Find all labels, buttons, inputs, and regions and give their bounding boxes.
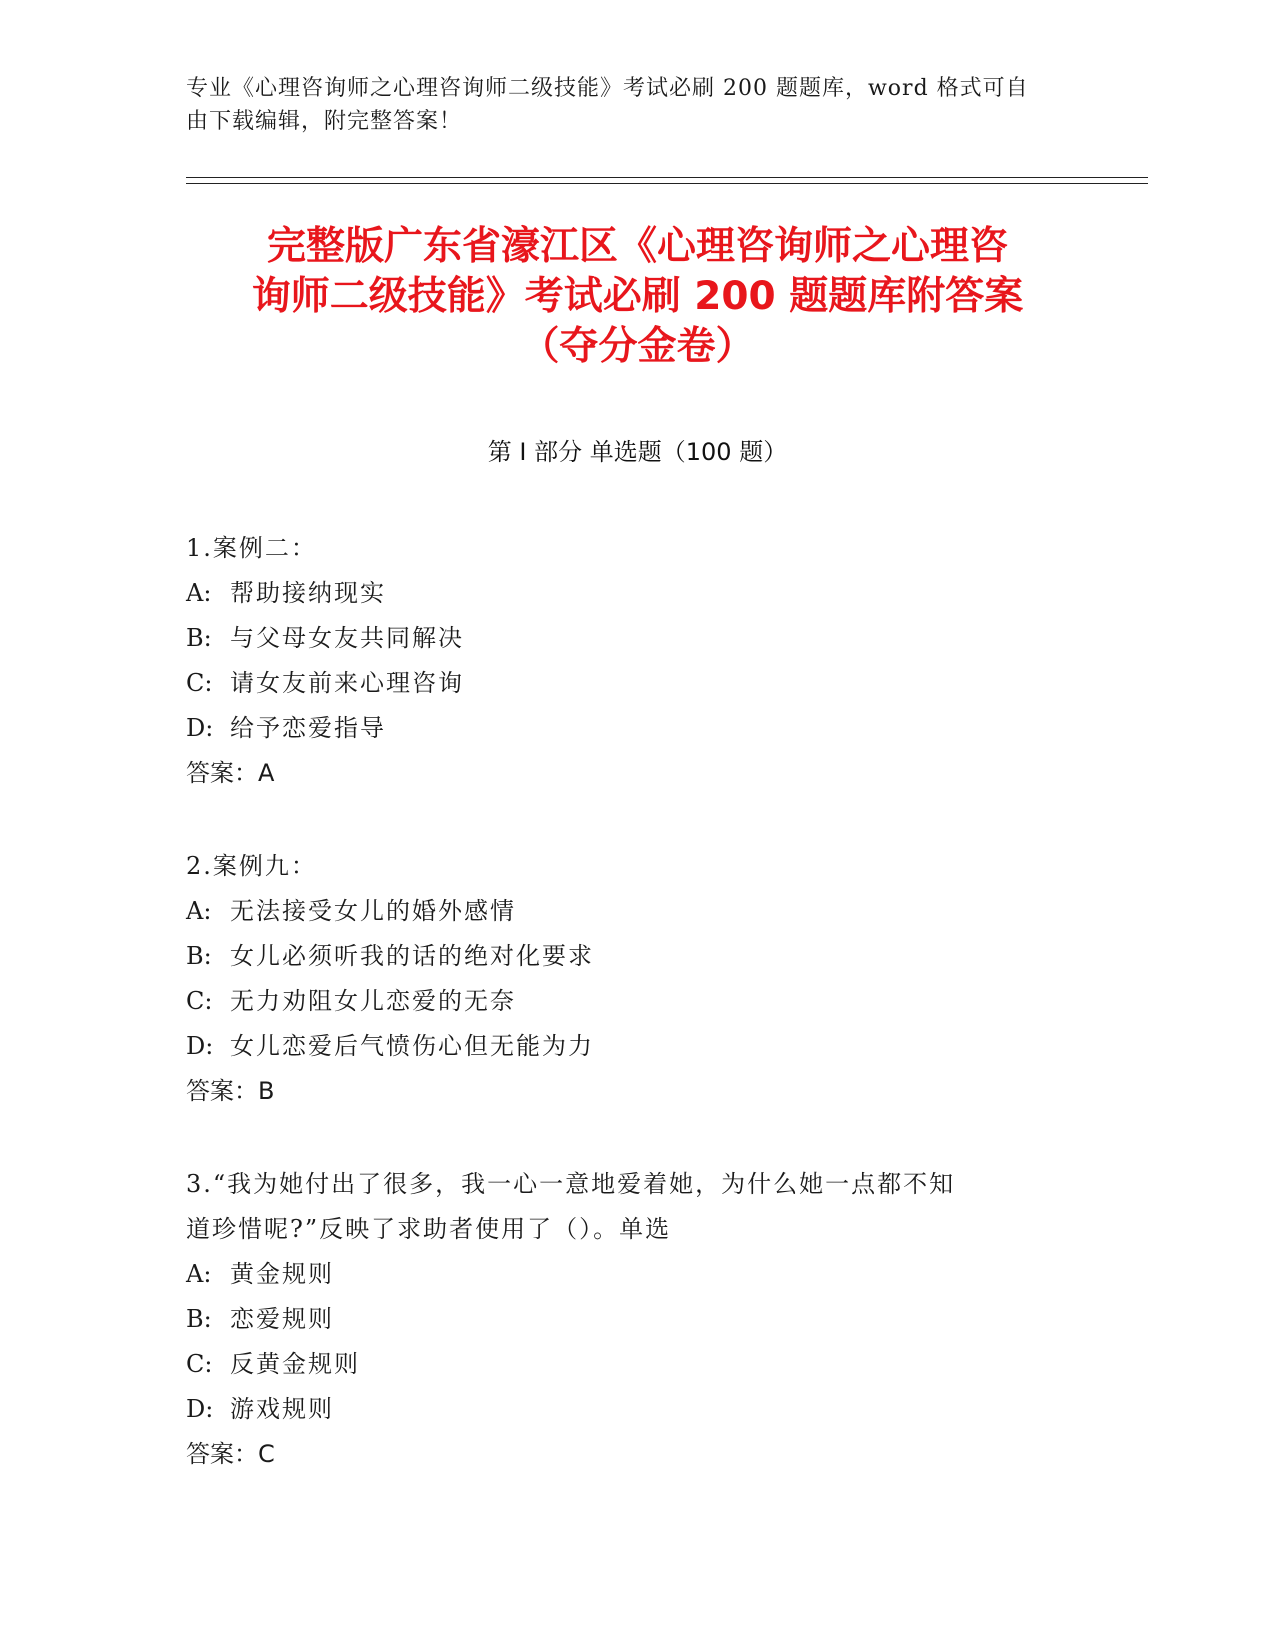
- option-key: C:: [186, 669, 213, 697]
- option-b: [186, 616, 1086, 661]
- option-text: 黄金规则: [230, 1260, 334, 1288]
- option-key: C:: [186, 1350, 213, 1378]
- question-stem-line-2: 道珍惜呢?”反映了求助者使用了（）。单选: [186, 1215, 672, 1243]
- title-line-1: 完整版广东省濠江区《心理咨询师之心理咨: [266, 224, 1008, 269]
- option-key: A:: [186, 897, 212, 925]
- option-key: B:: [186, 624, 212, 652]
- title-line-2: 询师二级技能》考试必刷 200 题题库附答案: [251, 274, 1024, 319]
- answer-line: 答案：C: [186, 1440, 275, 1468]
- option-key: D:: [186, 1032, 214, 1060]
- question-stem: 1.案例二：: [186, 534, 317, 562]
- option-text: 帮助接纳现实: [230, 579, 386, 607]
- option-a: [186, 1252, 1086, 1297]
- option-key: A:: [186, 1260, 212, 1288]
- option-b: [186, 1297, 1086, 1342]
- option-text: 与父母女友共同解决: [230, 624, 464, 652]
- document-intro: [186, 72, 1076, 138]
- option-text: 无法接受女儿的婚外感情: [230, 897, 516, 925]
- option-d: [186, 1387, 1086, 1432]
- option-text: 恋爱规则: [230, 1305, 334, 1333]
- question-stem-line-1: 3.“我为她付出了很多，我一心一意地爱着她，为什么她一点都不知: [186, 1170, 956, 1198]
- answer-line: 答案：A: [186, 759, 275, 787]
- option-key: B:: [186, 942, 212, 970]
- option-d: [186, 706, 1086, 751]
- option-key: D:: [186, 714, 214, 742]
- option-text: 给予恋爱指导: [230, 714, 386, 742]
- option-c: [186, 979, 1086, 1024]
- option-text: 无力劝阻女儿恋爱的无奈: [230, 987, 516, 1015]
- question-1: [186, 526, 1086, 796]
- question-stem: 2.案例九：: [186, 852, 317, 880]
- option-a: [186, 889, 1086, 934]
- option-a: [186, 571, 1086, 616]
- option-key: D:: [186, 1395, 214, 1423]
- answer-line: 答案：B: [186, 1077, 275, 1105]
- document-title: [160, 222, 1115, 372]
- intro-line-2: 由下载编辑，附完整答案！: [186, 109, 463, 134]
- section-heading: 第 I 部分 单选题（100 题）: [487, 438, 788, 466]
- option-text: 请女友前来心理咨询: [230, 669, 464, 697]
- header-divider-top: [186, 177, 1148, 178]
- option-c: [186, 1342, 1086, 1387]
- option-text: 女儿恋爱后气愤伤心但无能为力: [230, 1032, 594, 1060]
- option-key: C:: [186, 987, 213, 1015]
- option-text: 女儿必须听我的话的绝对化要求: [230, 942, 594, 970]
- question-2: [186, 844, 1086, 1114]
- option-key: A:: [186, 579, 212, 607]
- intro-line-1: 专业《心理咨询师之心理咨询师二级技能》考试必刷 200 题题库，word 格式可自: [186, 76, 1029, 101]
- option-key: B:: [186, 1305, 212, 1333]
- option-text: 反黄金规则: [230, 1350, 360, 1378]
- option-b: [186, 934, 1086, 979]
- header-divider-bottom: [186, 183, 1148, 184]
- title-line-3: （夺分金卷）: [520, 324, 755, 369]
- option-d: [186, 1024, 1086, 1069]
- question-3: [186, 1162, 1086, 1477]
- option-c: [186, 661, 1086, 706]
- option-text: 游戏规则: [230, 1395, 334, 1423]
